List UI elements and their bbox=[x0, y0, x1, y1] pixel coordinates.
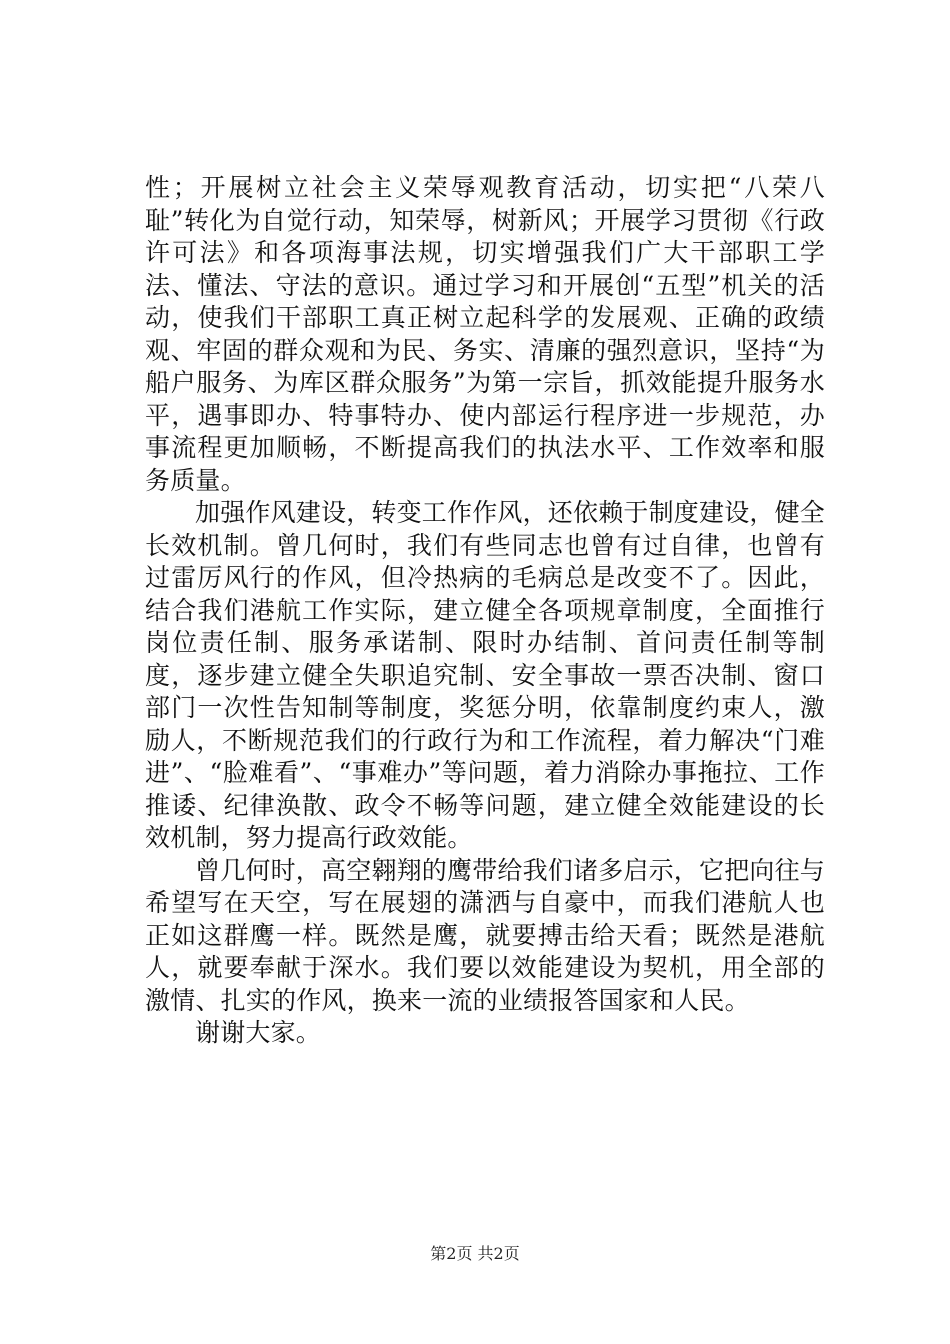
paragraph-continuation: 性；开展树立社会主义荣辱观教育活动，切实把“八荣八耻”转化为自觉行动，知荣辱，树新风；开展学习贯彻《行政许可法》和各项海事法规，切实增强我们广大干部职工学法、懂法、守法的意识。通过学习和开展创“五型”机关的活动，使我们干部职工真正树立起科学的发展观、正确的政绩观、牢固的群众观和为民、务实、清廉的强烈意识，坚持“为船户服务、为库区群众服务”为第一宗旨，抓效能提升服务水平，遇事即办、特事特办、使内部运行程序进一步规范，办事流程更加顺畅，不断提高我们的执法水平、工作效率和服务质量。 bbox=[145, 173, 825, 495]
paragraph-thanks: 谢谢大家。 bbox=[195, 1018, 322, 1047]
paragraph-institution-building: 加强作风建设，转变工作作风，还依赖于制度建设，健全长效机制。曾几何时，我们有些同志也曾有过自律，也曾有过雷厉风行的作风，但冷热病的毛病总是改变不了。因此，结合我们港航工作实际，建立健全各项规章制度，全面推行岗位责任制、服务承诺制、限时办结制、首问责任制等制度，逐步建立健全失职追究制、安全事故一票否决制、窗口部门一次性告知制等制度，奖惩分明，依靠制度约束人，激励人，不断规范我们的行政行为和工作流程，着力解决“门难进”、“脸难看”、“事难办”等问题，着力消除办事拖拉、工作推诿、纪律涣散、政令不畅等问题，建立健全效能建设的长效机制，努力提高行政效能。 bbox=[145, 498, 826, 852]
paragraph-eagle-closing: 曾几何时，高空翱翔的鹰带给我们诸多启示，它把向往与希望写在天空，写在展翅的潇洒与自豪中，而我们港航人也正如这群鹰一样。既然是鹰，就要搏击给天看；既然是港航人，就要奉献于深水。我们要以效能建设为契机，用全部的激情、扎实的作风，换来一流的业绩报答国家和人民。 bbox=[145, 855, 826, 1015]
page-number-footer: 第2页 共2页 bbox=[430, 1244, 520, 1263]
document-body bbox=[145, 172, 825, 1050]
